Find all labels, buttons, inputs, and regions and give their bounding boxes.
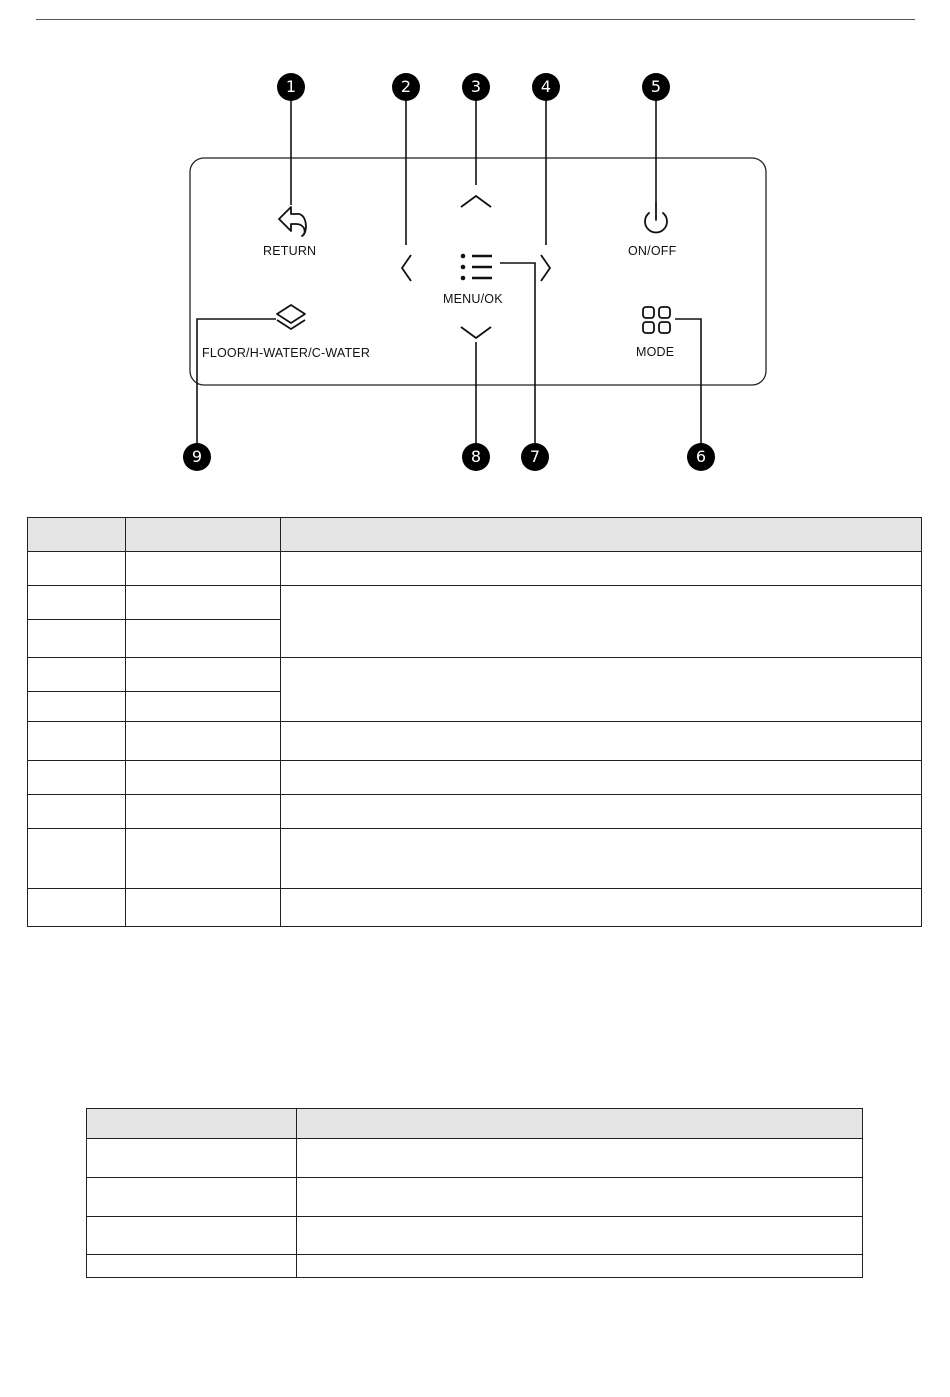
table-row (28, 795, 922, 829)
callout-7: 7 (521, 443, 549, 471)
floor-water-label: FLOOR/H-WATER/C-WATER (202, 346, 371, 360)
control-panel-diagram (0, 0, 950, 500)
header-cell (281, 518, 922, 552)
callout-1: 1 (277, 73, 305, 101)
table-cell (28, 620, 126, 658)
table-cell (297, 1139, 863, 1178)
table-cell (281, 722, 922, 761)
power-icon (645, 203, 667, 232)
up-arrow-icon (461, 196, 491, 207)
table-cell (297, 1255, 863, 1278)
callout-4: 4 (532, 73, 560, 101)
table-cell (28, 658, 126, 692)
mode-grid-icon (643, 307, 670, 333)
table-cell (87, 1217, 297, 1255)
table-row (28, 829, 922, 889)
return-icon (279, 207, 306, 236)
table-row (87, 1139, 863, 1178)
table-row (87, 1178, 863, 1217)
table-cell (126, 586, 281, 620)
header-cell (297, 1109, 863, 1139)
table-cell (28, 829, 126, 889)
modes-table (86, 1108, 863, 1278)
callout-2: 2 (392, 73, 420, 101)
table-row (87, 1217, 863, 1255)
table-cell (281, 761, 922, 795)
table-cell (87, 1255, 297, 1278)
table-cell (28, 795, 126, 829)
header-cell (28, 518, 126, 552)
table-row (28, 552, 922, 586)
header-cell (87, 1109, 297, 1139)
table-cell (28, 692, 126, 722)
table-cell (281, 552, 922, 586)
table-row (28, 889, 922, 927)
table-cell (126, 889, 281, 927)
table-cell (126, 552, 281, 586)
table-cell (28, 552, 126, 586)
table-cell (87, 1139, 297, 1178)
callout-8: 8 (462, 443, 490, 471)
table-cell (281, 658, 922, 722)
table-row (87, 1255, 863, 1278)
table-cell (126, 658, 281, 692)
table-header-row (28, 518, 922, 552)
table-row (28, 722, 922, 761)
table-cell (126, 722, 281, 761)
left-arrow-icon (402, 255, 411, 281)
layers-icon (277, 305, 305, 329)
callout-9: 9 (183, 443, 211, 471)
table-row (28, 761, 922, 795)
table-cell (281, 829, 922, 889)
table-cell (281, 795, 922, 829)
table-row (28, 586, 922, 620)
return-label: RETURN (263, 244, 317, 258)
mode-label: MODE (636, 345, 675, 359)
table-cell (126, 620, 281, 658)
table-cell (281, 889, 922, 927)
table-row (28, 658, 922, 692)
menu-list-icon (461, 254, 492, 281)
down-arrow-icon (461, 327, 491, 338)
header-cell (126, 518, 281, 552)
table-cell (281, 586, 922, 658)
right-arrow-icon (541, 255, 550, 281)
table-cell (87, 1178, 297, 1217)
table-header-row (87, 1109, 863, 1139)
callout-3: 3 (462, 73, 490, 101)
menu-ok-label: MENU/OK (443, 292, 503, 306)
table-cell (126, 692, 281, 722)
table-cell (126, 829, 281, 889)
table-cell (28, 761, 126, 795)
buttons-table (27, 517, 922, 927)
callout-6: 6 (687, 443, 715, 471)
table-cell (28, 586, 126, 620)
table-cell (297, 1178, 863, 1217)
table-cell (297, 1217, 863, 1255)
table-cell (28, 722, 126, 761)
table-cell (126, 795, 281, 829)
table-cell (126, 761, 281, 795)
callout-5: 5 (642, 73, 670, 101)
table-cell (28, 889, 126, 927)
leader-lines (197, 100, 701, 444)
onoff-label: ON/OFF (628, 244, 677, 258)
